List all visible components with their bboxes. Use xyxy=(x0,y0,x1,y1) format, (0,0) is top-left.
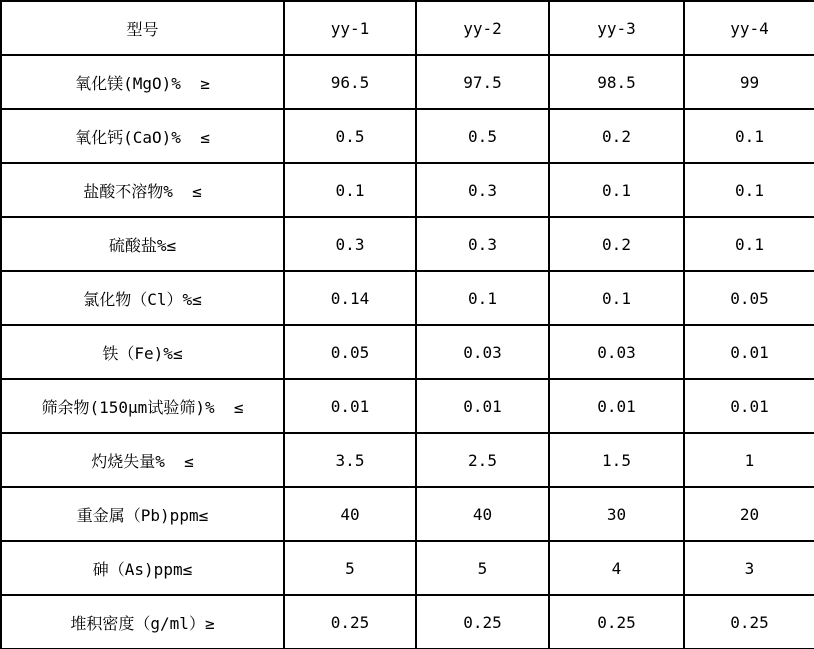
value-cell: 0.2 xyxy=(549,109,684,163)
value-cell: 0.01 xyxy=(284,379,416,433)
value-cell: 0.2 xyxy=(549,217,684,271)
header-model-cell: yy-4 xyxy=(684,1,814,55)
value-cell: 30 xyxy=(549,487,684,541)
header-row xyxy=(1,1,814,55)
value-cell: 0.01 xyxy=(549,379,684,433)
value-cell: 0.14 xyxy=(284,271,416,325)
value-cell: 0.01 xyxy=(684,379,814,433)
value-cell: 20 xyxy=(684,487,814,541)
value-cell: 40 xyxy=(284,487,416,541)
row-label-cell: 重金属（Pb)ppm≤ xyxy=(1,487,284,541)
row-label-cell: 硫酸盐%≤ xyxy=(1,217,284,271)
value-cell: 0.25 xyxy=(416,595,549,649)
value-cell: 97.5 xyxy=(416,55,549,109)
header-label-cell: 型号 xyxy=(1,1,284,55)
value-cell: 98.5 xyxy=(549,55,684,109)
value-cell: 96.5 xyxy=(284,55,416,109)
header-model-cell: yy-3 xyxy=(549,1,684,55)
value-cell: 0.3 xyxy=(416,163,549,217)
value-cell: 0.3 xyxy=(284,217,416,271)
value-cell: 0.3 xyxy=(416,217,549,271)
value-cell: 0.25 xyxy=(684,595,814,649)
value-cell: 0.1 xyxy=(684,109,814,163)
row-label-cell: 堆积密度（g/ml）≥ xyxy=(1,595,284,649)
table-row xyxy=(1,433,814,487)
table-row xyxy=(1,55,814,109)
value-cell: 4 xyxy=(549,541,684,595)
row-label-cell: 氧化镁(MgO)% ≥ xyxy=(1,55,284,109)
value-cell: 0.5 xyxy=(416,109,549,163)
value-cell: 1.5 xyxy=(549,433,684,487)
header-model-cell: yy-2 xyxy=(416,1,549,55)
row-label-cell: 氧化钙(CaO)% ≤ xyxy=(1,109,284,163)
value-cell: 3.5 xyxy=(284,433,416,487)
table-row xyxy=(1,217,814,271)
value-cell: 0.25 xyxy=(549,595,684,649)
value-cell: 0.1 xyxy=(416,271,549,325)
value-cell: 0.1 xyxy=(549,271,684,325)
table-row xyxy=(1,325,814,379)
value-cell: 0.05 xyxy=(284,325,416,379)
row-label-cell: 筛余物(150μm试验筛)% ≤ xyxy=(1,379,284,433)
value-cell: 2.5 xyxy=(416,433,549,487)
table-row xyxy=(1,541,814,595)
table-row xyxy=(1,271,814,325)
table-row xyxy=(1,595,814,649)
table-row xyxy=(1,109,814,163)
header-model-cell: yy-1 xyxy=(284,1,416,55)
table-row xyxy=(1,379,814,433)
value-cell: 5 xyxy=(416,541,549,595)
spec-table-body xyxy=(1,1,814,649)
value-cell: 0.05 xyxy=(684,271,814,325)
value-cell: 0.1 xyxy=(284,163,416,217)
value-cell: 0.1 xyxy=(684,217,814,271)
value-cell: 0.25 xyxy=(284,595,416,649)
table-row xyxy=(1,163,814,217)
row-label-cell: 盐酸不溶物% ≤ xyxy=(1,163,284,217)
row-label-cell: 氯化物（Cl）%≤ xyxy=(1,271,284,325)
row-label-cell: 铁（Fe)%≤ xyxy=(1,325,284,379)
table-row xyxy=(1,487,814,541)
value-cell: 0.03 xyxy=(549,325,684,379)
value-cell: 0.01 xyxy=(684,325,814,379)
value-cell: 0.5 xyxy=(284,109,416,163)
value-cell: 0.03 xyxy=(416,325,549,379)
row-label-cell: 灼烧失量% ≤ xyxy=(1,433,284,487)
value-cell: 0.1 xyxy=(684,163,814,217)
row-label-cell: 砷（As)ppm≤ xyxy=(1,541,284,595)
value-cell: 1 xyxy=(684,433,814,487)
value-cell: 0.1 xyxy=(549,163,684,217)
value-cell: 0.01 xyxy=(416,379,549,433)
value-cell: 5 xyxy=(284,541,416,595)
value-cell: 99 xyxy=(684,55,814,109)
value-cell: 40 xyxy=(416,487,549,541)
value-cell: 3 xyxy=(684,541,814,595)
